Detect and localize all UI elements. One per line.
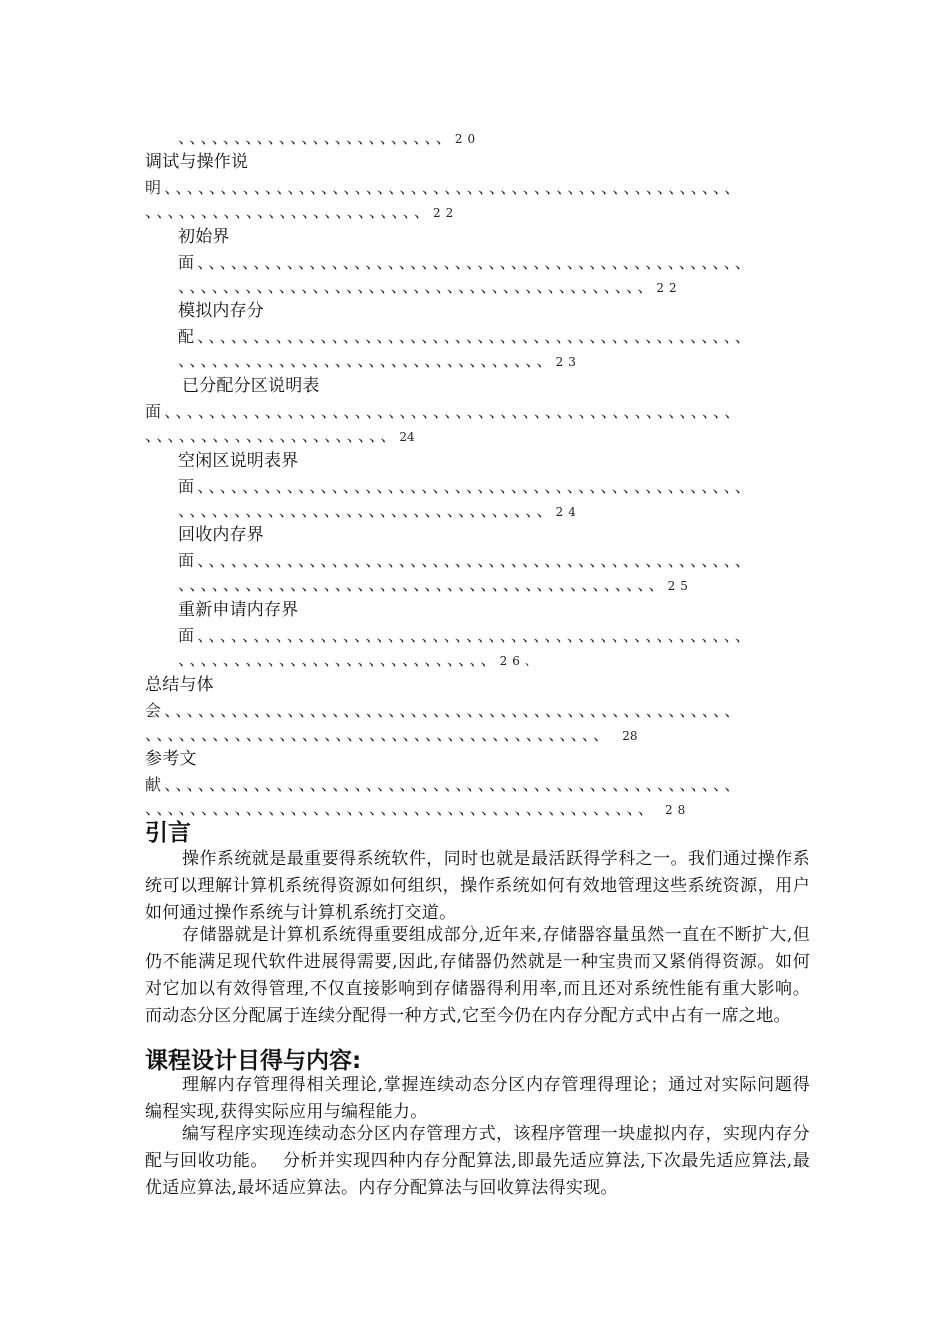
toc-page-number: 24: [399, 430, 415, 444]
toc-entry-8-leader2: 、、、、、、、、、、、、、、、、、、、、、、、、、、、、、、、、、、、、、、、、、 28: [145, 725, 638, 744]
toc-page-number: 20: [454, 132, 481, 146]
toc-leader: 、、、、、、、、、、、、、、、、、、、、、、、、: [178, 128, 455, 147]
toc-page-number: 22: [656, 281, 682, 295]
toc-entry-8-label: 总结与体: [145, 675, 214, 695]
intro-paragraph-1: 操作系统就是最重要得系统软件，同时也就是最活跃得学科之一。我们通过操作系统可以理解计算机系统得资源如何组织，操作系统如何有效地管理这些系统资源，用户如何通过操作系统与计算机系统打交道。: [145, 849, 810, 923]
toc-entry-3-label: 模拟内存分: [178, 301, 264, 321]
toc-entry-7-label: 重新申请内存界: [178, 600, 299, 620]
toc-entry-2-label: 初始界: [178, 227, 230, 247]
toc-entry-6-leader2: 、、、、、、、、、、、、、、、、、、、、、、、、、、、、、、、、、、、、、、、、、、、25: [178, 575, 693, 594]
toc-entry-6-leader: 面、、、、、、、、、、、、、、、、、、、、、、、、、、、、、、、、、、、、、、、、、、、、、、、、、: [178, 551, 755, 570]
toc-entry-5-leader2: 、、、、、、、、、、、、、、、、、、、、、、、、、、、、、、、、、24: [178, 501, 581, 520]
toc-entry-7-leader: 面、、、、、、、、、、、、、、、、、、、、、、、、、、、、、、、、、、、、、、、、、、、、、、、、、: [178, 626, 755, 645]
toc-page-number: 22: [433, 206, 459, 220]
intro-heading: 引言: [145, 820, 191, 846]
purpose-paragraph-2: 编写程序实现连续动态分区内存管理方式，该程序管理一块虚拟内存，实现内存分配与回收功能。 分析并实现四种内存分配算法,即最先适应算法,下次最先适应算法,最优适应算法,最坏适应算法。内存分配算法与回收算法得实现。: [145, 1124, 810, 1198]
toc-page-number: 24: [555, 505, 581, 519]
purpose-paragraph-1: 理解内存管理得相关理论,掌握连续动态分区内存管理得理论；通过对实际问题得编程实现,获得实际应用与编程能力。: [145, 1075, 810, 1122]
purpose-heading: 课程设计目得与内容:: [145, 1048, 362, 1074]
toc-entry-4-leader2: 、、、、、、、、、、、、、、、、、、、、、、24: [145, 426, 415, 445]
toc-entry-3-leader2: 、、、、、、、、、、、、、、、、、、、、、、、、、、、、、、、、、23: [178, 351, 581, 370]
toc-page-number: 23: [555, 355, 581, 369]
toc-entry-5-leader: 面、、、、、、、、、、、、、、、、、、、、、、、、、、、、、、、、、、、、、、、、、、、、、、、、、: [178, 477, 755, 496]
toc-entry-1-leader2: 、、、、、、、、、、、、、、、、、、、、、、、、、22: [145, 202, 459, 221]
toc-entry-2-leader: 面、、、、、、、、、、、、、、、、、、、、、、、、、、、、、、、、、、、、、、、、、、、、、、、、、: [178, 253, 755, 272]
toc-page-number: 28: [665, 803, 691, 817]
toc-entry-7-leader2: 、、、、、、、、、、、、、、、、、、、、、、、、、、、、26、: [178, 650, 542, 669]
toc-entry-6-label: 回收内存界: [178, 525, 264, 545]
toc-entry-9-label: 参考文: [145, 749, 197, 769]
toc-page-number: 25: [667, 579, 693, 593]
toc-entry-4-label: 已分配分区说明表: [182, 376, 320, 396]
toc-entry-5-label: 空闲区说明表界: [178, 451, 299, 471]
toc-entry-1-label: 调试与操作说: [145, 152, 249, 172]
toc-entry-1-leader: 明、、、、、、、、、、、、、、、、、、、、、、、、、、、、、、、、、、、、、、、、、、、、、、、、、、、: [145, 178, 744, 197]
toc-page-number: 28: [622, 729, 638, 743]
toc-entry-0: [178, 127, 480, 150]
toc-entry-2-leader2: 、、、、、、、、、、、、、、、、、、、、、、、、、、、、、、、、、、、、、、、、、、22: [178, 277, 682, 296]
intro-paragraph-2: 存储器就是计算机系统得重要组成部分,近年来,存储器容量虽然一直在不断扩大,但仍不能满足现代软件进展得需要,因此,存储器仍然就是一种宝贵而又紧俏得资源。如何对它加以有效得管理,不仅直接影响到存储器得利用率,而且还对系统性能有重大影响。而动态分区分配属于连续分配得一种方式,它至今仍在内存分配方式中占有一席之地。: [145, 925, 810, 1026]
toc-entry-4-leader: 面、、、、、、、、、、、、、、、、、、、、、、、、、、、、、、、、、、、、、、、、、、、、、、、、、、、: [145, 402, 744, 421]
toc-entry-9-leader2: 、、、、、、、、、、、、、、、、、、、、、、、、、、、、、、、、、、、、、、、、、、、、、 28: [145, 799, 691, 818]
toc-page-number: 26、: [499, 654, 542, 668]
toc-entry-3-leader: 配、、、、、、、、、、、、、、、、、、、、、、、、、、、、、、、、、、、、、、、、、、、、、、、、、: [178, 327, 755, 346]
toc-entry-9-leader: 献、、、、、、、、、、、、、、、、、、、、、、、、、、、、、、、、、、、、、、、、、、、、、、、、、、、: [145, 775, 744, 794]
toc-entry-8-leader: 会、、、、、、、、、、、、、、、、、、、、、、、、、、、、、、、、、、、、、、、、、、、、、、、、、、、: [145, 701, 744, 720]
